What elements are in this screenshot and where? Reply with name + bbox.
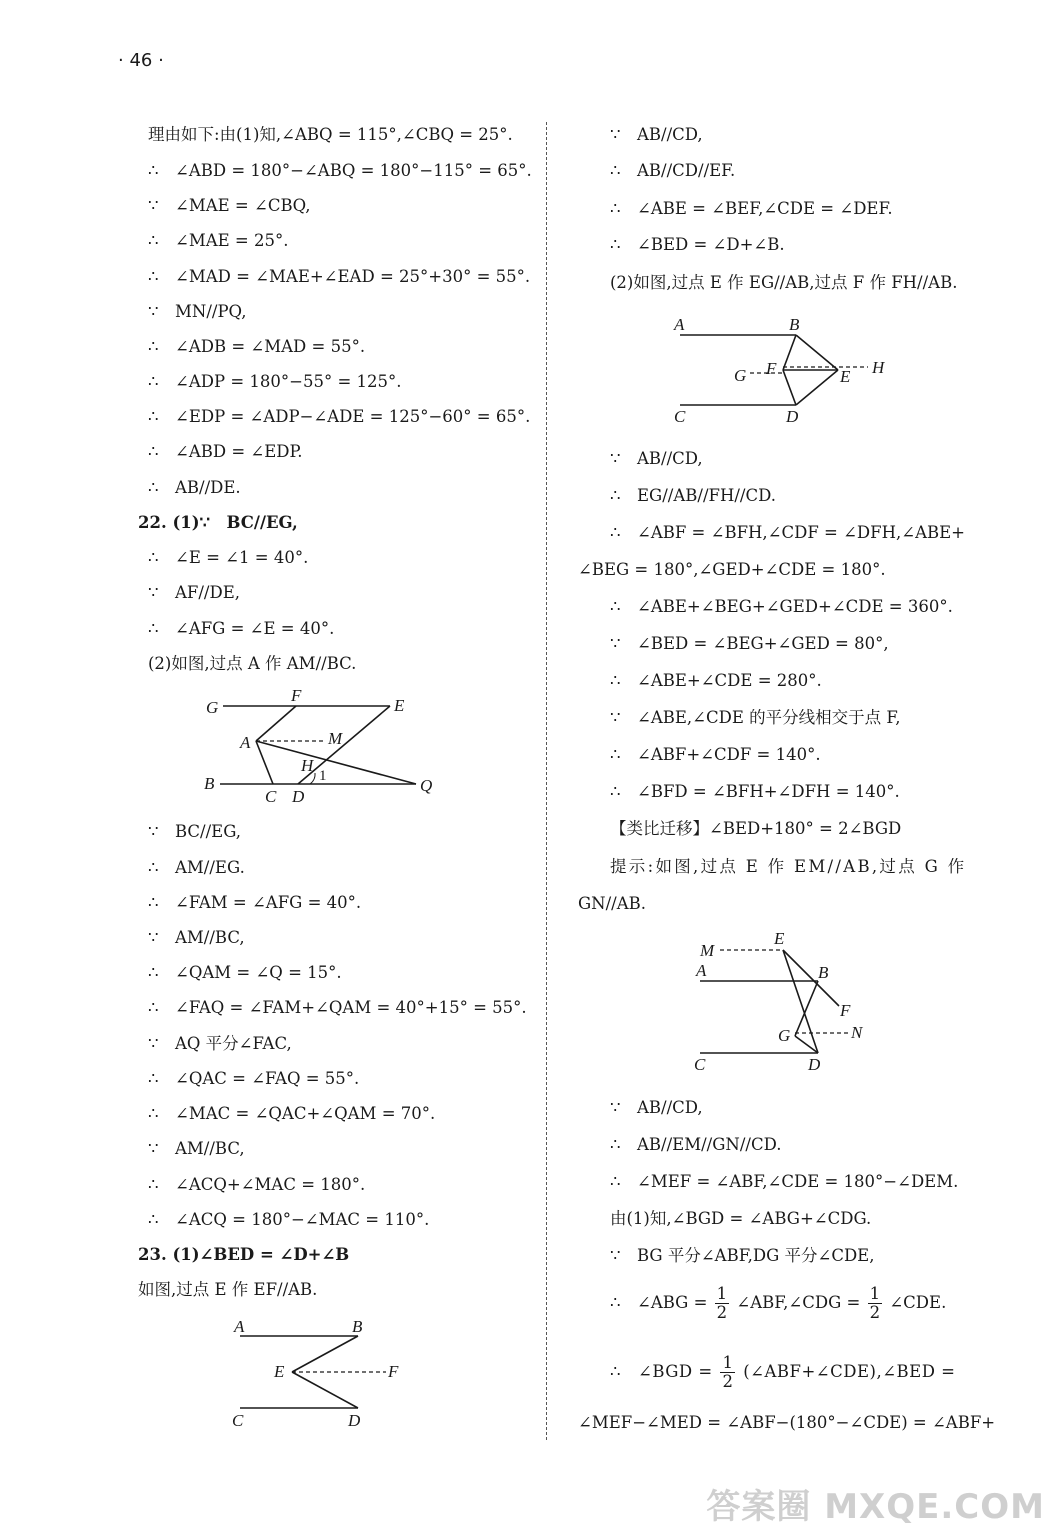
label-E: E: [774, 929, 785, 948]
text-line: ∴ ∠MAE = 25°.: [148, 231, 289, 250]
text-line: (2)如图,过点 E 作 EG//AB,过点 F 作 FH//AB.: [610, 273, 958, 292]
text-line: 如图,过点 E 作 EF//AB.: [138, 1280, 318, 1299]
label-H: H: [301, 756, 314, 775]
text-line: ∵ BC//EG,: [148, 822, 242, 841]
text-line: ∵ AB//CD,: [610, 125, 703, 144]
text-line: ∴ AB//DE.: [148, 478, 241, 497]
text-line: ∵ AM//BC,: [148, 1139, 245, 1158]
label-E: E: [274, 1362, 285, 1381]
label-G: G: [734, 366, 747, 385]
text-line: ∴ ∠ABD = ∠EDP.: [148, 442, 303, 461]
text-line: ∵ AF//DE,: [148, 583, 240, 602]
label-N: N: [851, 1023, 863, 1042]
text-line: ∴ ∠MEF = ∠ABF,∠CDE = 180°−∠DEM.: [610, 1172, 959, 1191]
text-line: ∴ ∠MAD = ∠MAE+∠EAD = 25°+30° = 55°.: [148, 267, 531, 286]
page-number: · 46 ·: [118, 50, 164, 71]
text-line: ∵ AB//CD,: [610, 1098, 703, 1117]
fraction: $\frac{1}{2}$: [716, 1284, 728, 1322]
label-B: B: [204, 774, 215, 793]
problem-22-heading: 22. (1)∵ BC//EG,: [138, 513, 298, 532]
text-line: ∴ ∠ADP = 180°−55° = 125°.: [148, 372, 402, 391]
text-line: ∴ ∠FAM = ∠AFG = 40°.: [148, 893, 362, 912]
text-line: ∴ ∠AFG = ∠E = 40°.: [148, 619, 335, 638]
label-C: C: [232, 1411, 244, 1430]
text-line: ∴ ∠EDP = ∠ADP−∠ADE = 125°−60° = 65°.: [148, 407, 531, 426]
analogy-heading: 【类比迁移】∠BED+180° = 2∠BGD: [610, 819, 902, 838]
text-line: ∠MEF−∠MED = ∠ABF−(180°−∠CDE) = ∠ABF+: [578, 1413, 996, 1432]
text-line: ∴ ∠MAC = ∠QAC+∠QAM = 70°.: [148, 1104, 436, 1123]
text-line: ∴ ∠E = ∠1 = 40°.: [148, 548, 309, 567]
text-line: ∴ AM//EG.: [148, 858, 245, 877]
text-line: ∵ BG 平分∠ABF,DG 平分∠CDE,: [610, 1246, 875, 1265]
label-Q: Q: [420, 776, 433, 795]
label-D: D: [292, 787, 305, 803]
label-F: F: [840, 1001, 851, 1020]
text-line: 提示:如图,过点 E 作 EM//AB,过点 G 作: [610, 857, 967, 876]
text-line: GN//AB.: [578, 894, 647, 913]
figure-23-1: [230, 1312, 410, 1437]
text-line: ∴ AB//CD//EF.: [610, 161, 736, 180]
text-line: ∴ ∠ABE+∠CDE = 280°.: [610, 671, 822, 690]
label-G: G: [778, 1026, 791, 1045]
text-line: ∵ AM//BC,: [148, 928, 245, 947]
label-G: G: [206, 698, 219, 717]
text-line: (2)如图,过点 A 作 AM//BC.: [148, 654, 357, 673]
figure-analogy: [690, 928, 890, 1076]
text-line: ∴ ∠BFD = ∠BFH+∠DFH = 140°.: [610, 782, 900, 801]
text-line: ∴ ∠ACQ = 180°−∠MAC = 110°.: [148, 1210, 430, 1229]
label-E: E: [840, 367, 851, 386]
text-line: ∴ EG//AB//FH//CD.: [610, 486, 776, 505]
label-D: D: [348, 1411, 361, 1430]
text-line: ∵ MN//PQ,: [148, 302, 247, 321]
label-A: A: [240, 733, 251, 752]
column-divider: [546, 122, 547, 1440]
text-line: 由(1)知,∠BGD = ∠ABG+∠CDG.: [610, 1209, 872, 1228]
label-C: C: [674, 407, 686, 426]
watermark: 答案圈 MXQE.COM: [706, 1487, 1045, 1527]
label-C: C: [694, 1055, 706, 1074]
text-line: ∴ ∠QAM = ∠Q = 15°.: [148, 963, 342, 982]
label-A: A: [234, 1317, 245, 1336]
fraction: $\frac{1}{2}$: [869, 1284, 881, 1322]
label-F: F: [291, 688, 302, 705]
text-line: 理由如下:由(1)知,∠ABQ = 115°,∠CBQ = 25°.: [148, 125, 513, 144]
text-line: ∴ ∠ABF+∠CDF = 140°.: [610, 745, 821, 764]
label-angle-1: 1: [319, 768, 327, 784]
fraction-line-2: ∴ ∠BGD = $\frac{1}{2}$ (∠ABF+∠CDE),∠BED =: [610, 1353, 956, 1391]
label-C: C: [265, 787, 277, 803]
text-line: ∴ ∠ADB = ∠MAD = 55°.: [148, 337, 366, 356]
label-B: B: [789, 315, 800, 334]
text-line: ∵ AB//CD,: [610, 449, 703, 468]
label-E: E: [394, 696, 405, 715]
text-line: ∠BEG = 180°,∠GED+∠CDE = 180°.: [578, 560, 886, 579]
text-line: ∴ ∠QAC = ∠FAQ = 55°.: [148, 1069, 360, 1088]
label-D: D: [786, 407, 799, 426]
text-line: ∵ ∠BED = ∠BEG+∠GED = 80°,: [610, 634, 889, 653]
problem-23-heading: 23. (1)∠BED = ∠D+∠B: [138, 1245, 350, 1264]
label-F: F: [388, 1362, 399, 1381]
label-D: D: [808, 1055, 821, 1074]
label-A: A: [674, 315, 685, 334]
text-line: ∴ ∠ABD = 180°−∠ABQ = 180°−115° = 65°.: [148, 161, 532, 180]
label-F: F: [766, 359, 777, 378]
fraction: $\frac{1}{2}$: [722, 1353, 734, 1391]
text-line: ∵ ∠ABE,∠CDE 的平分线相交于点 F,: [610, 708, 901, 727]
text-line: ∴ AB//EM//GN//CD.: [610, 1135, 782, 1154]
label-B: B: [818, 963, 829, 982]
label-A: A: [696, 961, 707, 980]
label-M: M: [700, 941, 715, 960]
label-B: B: [352, 1317, 363, 1336]
text-line: ∴ ∠ABE = ∠BEF,∠CDE = ∠DEF.: [610, 199, 893, 218]
text-line: ∴ ∠ABF = ∠BFH,∠CDF = ∠DFH,∠ABE+: [610, 523, 965, 542]
text-line: ∴ ∠ABE+∠BEG+∠GED+∠CDE = 360°.: [610, 597, 953, 616]
text-line: ∴ ∠ACQ+∠MAC = 180°.: [148, 1175, 366, 1194]
text-line: ∴ ∠BED = ∠D+∠B.: [610, 235, 785, 254]
text-line: ∵ AQ 平分∠FAC,: [148, 1034, 292, 1053]
label-H: H: [872, 358, 885, 377]
fraction-line-1: ∴ ∠ABG = $\frac{1}{2}$ ∠ABF,∠CDG = $\frac{1}{2}$ ∠CDE.: [610, 1284, 947, 1322]
text-line: ∵ ∠MAE = ∠CBQ,: [148, 196, 311, 215]
label-M: M: [328, 729, 343, 748]
text-line: ∴ ∠FAQ = ∠FAM+∠QAM = 40°+15° = 55°.: [148, 998, 527, 1017]
figure-22: [198, 688, 498, 803]
figure-23-2: [668, 305, 908, 430]
